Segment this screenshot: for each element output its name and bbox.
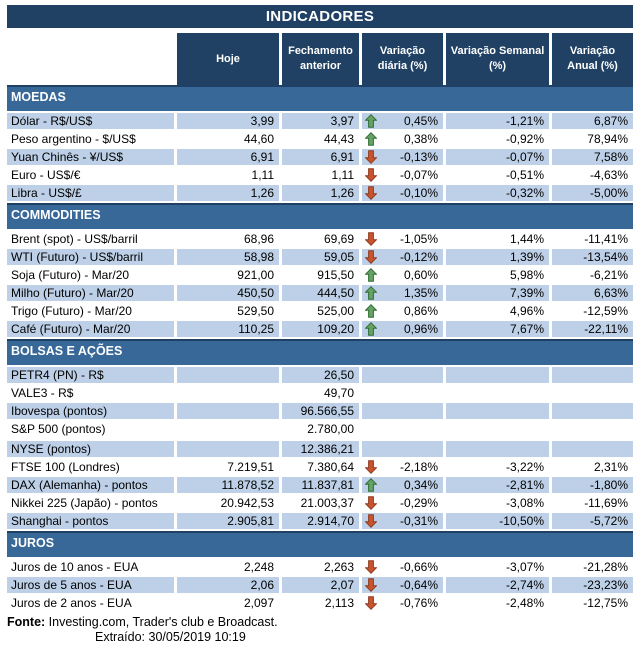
cell-variacao-semanal: 4,96% [509, 304, 544, 318]
cell-variacao-semanal [446, 367, 549, 383]
cell-variacao-semanal: -2,48% [505, 596, 544, 610]
cell-hoje: 2,06 [177, 577, 279, 593]
table-row [7, 185, 633, 201]
cell-hoje [177, 421, 279, 437]
row-label: Soja (Futuro) - Mar/20 [11, 268, 130, 282]
cell-variacao-diaria [362, 131, 443, 147]
row-label: Juros de 10 anos - EUA [11, 560, 139, 574]
cell-hoje: 11.878,52 [177, 477, 279, 493]
cell-hoje: 921,00 [237, 268, 274, 282]
cell-variacao-diaria [362, 267, 443, 283]
table-row [7, 303, 633, 319]
row-label: S&P 500 (pontos) [11, 422, 106, 436]
table-row [7, 459, 633, 475]
cell-fechamento-anterior: 1,11 [331, 168, 354, 182]
cell-variacao-semanal: -0,51% [505, 168, 544, 182]
cell-variacao-semanal: 1,39% [446, 249, 549, 265]
cell-variacao-anual: 6,63% [552, 285, 633, 301]
cell-fechamento-anterior: 69,69 [323, 232, 354, 246]
cell-hoje: 20.942,53 [220, 496, 274, 510]
variacao-diaria-value: -2,18% [399, 460, 438, 474]
section-header-juros: JUROS [7, 531, 633, 557]
arrow-up-icon [365, 268, 377, 282]
arrow-up-icon [365, 114, 377, 128]
cell-variacao-semanal: 1,44% [509, 232, 544, 246]
cell-hoje [177, 367, 279, 383]
cell-variacao-anual: -4,63% [589, 168, 628, 182]
table-row [7, 441, 633, 457]
arrow-down-icon [365, 496, 377, 510]
cell-variacao-diaria [362, 403, 443, 419]
cell-fechamento-anterior: 2,113 [324, 596, 354, 610]
arrow-up-icon [365, 304, 377, 318]
cell-variacao-anual: -13,54% [552, 249, 633, 265]
section-header-commodities: COMMODITIES [7, 203, 633, 229]
cell-fechamento-anterior: 2.914,70 [282, 513, 359, 529]
row-label: Nikkei 225 (Japão) - pontos [11, 496, 158, 510]
cell-fechamento-anterior: 2,07 [282, 577, 359, 593]
cell-fechamento-anterior: 1,26 [282, 185, 359, 201]
variacao-diaria-value: -0,76% [399, 596, 438, 610]
cell-fechamento-anterior: 59,05 [282, 249, 359, 265]
variacao-diaria-value: -0,31% [399, 514, 438, 528]
cell-variacao-diaria [362, 113, 443, 129]
cell-hoje [177, 403, 279, 419]
cell-hoje: 110,25 [177, 321, 279, 337]
cell-variacao-semanal: 7,67% [446, 321, 549, 337]
table-row [7, 421, 633, 437]
cell-variacao-diaria [362, 577, 443, 593]
source-line [7, 615, 634, 629]
row-label: Milho (Futuro) - Mar/20 [7, 285, 174, 301]
cell-hoje: 1,11 [251, 168, 274, 182]
column-header-variacao-diaria: Variação diária (%) [362, 33, 443, 85]
table-row [7, 477, 633, 493]
row-label: Shanghai - pontos [7, 513, 174, 529]
header-empty-cell [7, 33, 174, 85]
cell-variacao-anual: -5,72% [552, 513, 633, 529]
row-label: WTI (Futuro) - US$/barril [7, 249, 174, 265]
cell-variacao-diaria [362, 495, 443, 511]
cell-hoje: 2.905,81 [177, 513, 279, 529]
cell-variacao-diaria [362, 595, 443, 611]
cell-variacao-anual [552, 367, 633, 383]
table-row [7, 267, 633, 283]
cell-variacao-semanal: -3,08% [505, 496, 544, 510]
cell-hoje: 44,60 [243, 132, 274, 146]
cell-hoje: 2,248 [243, 560, 274, 574]
row-label: Euro - US$/€ [11, 168, 81, 182]
arrow-up-icon [365, 286, 377, 300]
cell-variacao-anual: -6,21% [589, 268, 628, 282]
arrow-up-icon [365, 322, 377, 336]
cell-fechamento-anterior: 11.837,81 [282, 477, 359, 493]
cell-variacao-diaria [362, 167, 443, 183]
row-label: Café (Futuro) - Mar/20 [7, 321, 174, 337]
cell-variacao-semanal: -0,32% [446, 185, 549, 201]
cell-variacao-anual: 6,87% [552, 113, 633, 129]
cell-fechamento-anterior: 21.003,37 [300, 496, 354, 510]
row-label: NYSE (pontos) [7, 441, 174, 457]
variacao-diaria-value: -0,12% [399, 250, 438, 264]
cell-hoje: 3,99 [177, 113, 279, 129]
cell-variacao-diaria [362, 459, 443, 475]
cell-hoje: 7.219,51 [227, 460, 274, 474]
cell-variacao-diaria [362, 249, 443, 265]
arrow-up-icon [365, 132, 377, 146]
cell-variacao-anual: -12,75% [583, 596, 628, 610]
table-row [7, 577, 633, 593]
cell-variacao-diaria [362, 477, 443, 493]
column-header-hoje: Hoje [177, 33, 279, 85]
cell-variacao-diaria [362, 385, 443, 401]
variacao-diaria-value: -0,29% [399, 496, 438, 510]
arrow-down-icon [365, 186, 377, 200]
cell-variacao-semanal: -2,74% [446, 577, 549, 593]
cell-variacao-anual [552, 441, 633, 457]
cell-variacao-anual: 7,58% [552, 149, 633, 165]
variacao-diaria-value: 0,60% [403, 268, 438, 282]
cell-variacao-semanal [446, 385, 549, 401]
cell-variacao-anual: -22,11% [552, 321, 633, 337]
table-row [7, 131, 633, 147]
cell-variacao-diaria [362, 185, 443, 201]
table-row [7, 285, 633, 301]
arrow-up-icon [365, 478, 377, 492]
cell-variacao-diaria [362, 421, 443, 437]
variacao-diaria-value: 0,45% [403, 114, 438, 128]
row-label: Brent (spot) - US$/barril [11, 232, 138, 246]
cell-fechamento-anterior: 26,50 [282, 367, 359, 383]
cell-hoje: 2,097 [243, 596, 274, 610]
variacao-diaria-value: 0,86% [403, 304, 438, 318]
cell-fechamento-anterior: 444,50 [282, 285, 359, 301]
cell-variacao-anual: -21,28% [583, 560, 628, 574]
table-body [7, 85, 634, 611]
row-label: PETR4 (PN) - R$ [7, 367, 174, 383]
variacao-diaria-value: 0,96% [403, 322, 438, 336]
variacao-diaria-value: -0,66% [399, 560, 438, 574]
cell-variacao-diaria [362, 441, 443, 457]
row-label: Libra - US$/£ [7, 185, 174, 201]
column-header-variacao-anual: Variação Anual (%) [552, 33, 633, 85]
arrow-down-icon [365, 250, 377, 264]
table-row [7, 113, 633, 129]
cell-variacao-anual [552, 403, 633, 419]
cell-variacao-diaria [362, 303, 443, 319]
cell-variacao-semanal: -2,81% [446, 477, 549, 493]
table-row [7, 231, 633, 247]
cell-variacao-diaria [362, 367, 443, 383]
table-row [7, 403, 633, 419]
cell-fechamento-anterior: 6,91 [282, 149, 359, 165]
cell-variacao-anual: -5,00% [552, 185, 633, 201]
table-row [7, 559, 633, 575]
table-row [7, 167, 633, 183]
cell-variacao-anual: -1,80% [552, 477, 633, 493]
arrow-down-icon [365, 168, 377, 182]
variacao-diaria-value: 0,34% [403, 478, 438, 492]
row-label: FTSE 100 (Londres) [11, 460, 120, 474]
fonte-text: Investing.com, Trader's club e Broadcast. [45, 615, 278, 629]
cell-fechamento-anterior: 7.380,64 [307, 460, 354, 474]
cell-hoje [177, 385, 279, 401]
row-label: Trigo (Futuro) - Mar/20 [11, 304, 132, 318]
table-row [7, 495, 633, 511]
arrow-down-icon [365, 596, 377, 610]
cell-variacao-semanal [446, 441, 549, 457]
row-label: Dólar - R$/US$ [7, 113, 174, 129]
cell-variacao-semanal: -1,21% [446, 113, 549, 129]
cell-hoje: 529,50 [237, 304, 274, 318]
section-header-bolsas-e-acoes: BOLSAS E AÇÕES [7, 339, 633, 365]
cell-variacao-semanal: -10,50% [446, 513, 549, 529]
column-header-variacao-semanal: Variação Semanal (%) [446, 33, 549, 85]
variacao-diaria-value: 0,38% [403, 132, 438, 146]
row-label: DAX (Alemanha) - pontos [7, 477, 174, 493]
row-label: VALE3 - R$ [11, 386, 74, 400]
cell-variacao-anual: 2,31% [593, 460, 628, 474]
variacao-diaria-value: -0,64% [399, 578, 438, 592]
row-label: Juros de 5 anos - EUA [7, 577, 174, 593]
cell-fechamento-anterior: 3,97 [282, 113, 359, 129]
cell-fechamento-anterior: 96.566,55 [282, 403, 359, 419]
cell-fechamento-anterior: 2,263 [323, 560, 354, 574]
page-title: INDICADORES [7, 5, 633, 28]
extraido-text: Extraído: 30/05/2019 10:19 [95, 630, 246, 644]
cell-variacao-anual [552, 421, 633, 437]
section-header-moedas: MOEDAS [7, 85, 633, 111]
arrow-down-icon [365, 150, 377, 164]
cell-variacao-anual: -11,41% [584, 232, 628, 246]
cell-hoje: 58,98 [177, 249, 279, 265]
cell-fechamento-anterior: 44,43 [323, 132, 354, 146]
cell-variacao-semanal: 7,39% [446, 285, 549, 301]
cell-hoje: 6,91 [177, 149, 279, 165]
cell-hoje: 68,96 [243, 232, 274, 246]
variacao-diaria-value: -0,07% [399, 168, 438, 182]
arrow-down-icon [365, 514, 377, 528]
arrow-down-icon [365, 232, 377, 246]
row-label: Peso argentino - $/US$ [11, 132, 136, 146]
fonte-label: Fonte: [7, 615, 46, 629]
cell-fechamento-anterior: 915,50 [317, 268, 354, 282]
variacao-diaria-value: -0,13% [399, 150, 438, 164]
table-row [7, 321, 633, 337]
variacao-diaria-value: 1,35% [403, 286, 438, 300]
variacao-diaria-value: -0,10% [399, 186, 438, 200]
cell-hoje [177, 441, 279, 457]
cell-hoje: 450,50 [177, 285, 279, 301]
table-row [7, 513, 633, 529]
row-label: Juros de 2 anos - EUA [11, 596, 132, 610]
table-row [7, 249, 633, 265]
cell-hoje: 1,26 [177, 185, 279, 201]
cell-variacao-semanal: -3,22% [505, 460, 544, 474]
row-label: Ibovespa (pontos) [7, 403, 174, 419]
cell-variacao-anual: -23,23% [552, 577, 633, 593]
arrow-down-icon [365, 578, 377, 592]
cell-variacao-anual: 78,94% [587, 132, 628, 146]
cell-fechamento-anterior: 2.780,00 [307, 422, 354, 436]
cell-variacao-anual [552, 385, 633, 401]
table-row [7, 367, 633, 383]
footer [7, 615, 634, 644]
variacao-diaria-value: -1,05% [399, 232, 438, 246]
cell-variacao-semanal [446, 421, 549, 437]
arrow-down-icon [365, 460, 377, 474]
cell-variacao-diaria [362, 321, 443, 337]
cell-variacao-diaria [362, 231, 443, 247]
cell-variacao-diaria [362, 513, 443, 529]
cell-variacao-diaria [362, 149, 443, 165]
cell-variacao-anual: -11,69% [584, 496, 628, 510]
table-header [7, 33, 633, 85]
table-row [7, 595, 633, 611]
cell-variacao-semanal: 5,98% [509, 268, 544, 282]
cell-variacao-semanal: -0,92% [505, 132, 544, 146]
arrow-down-icon [365, 560, 377, 574]
cell-variacao-semanal: -3,07% [505, 560, 544, 574]
table-row [7, 385, 633, 401]
cell-variacao-semanal [446, 403, 549, 419]
cell-fechamento-anterior: 525,00 [317, 304, 354, 318]
column-header-fechamento-anterior: Fechamento anterior [282, 33, 359, 85]
cell-fechamento-anterior: 12.386,21 [282, 441, 359, 457]
row-label: Yuan Chinês - ¥/US$ [7, 149, 174, 165]
cell-variacao-diaria [362, 285, 443, 301]
cell-fechamento-anterior: 109,20 [282, 321, 359, 337]
cell-variacao-semanal: -0,07% [446, 149, 549, 165]
cell-variacao-diaria [362, 559, 443, 575]
cell-fechamento-anterior: 49,70 [323, 386, 354, 400]
cell-variacao-anual: -12,59% [583, 304, 628, 318]
table-row [7, 149, 633, 165]
